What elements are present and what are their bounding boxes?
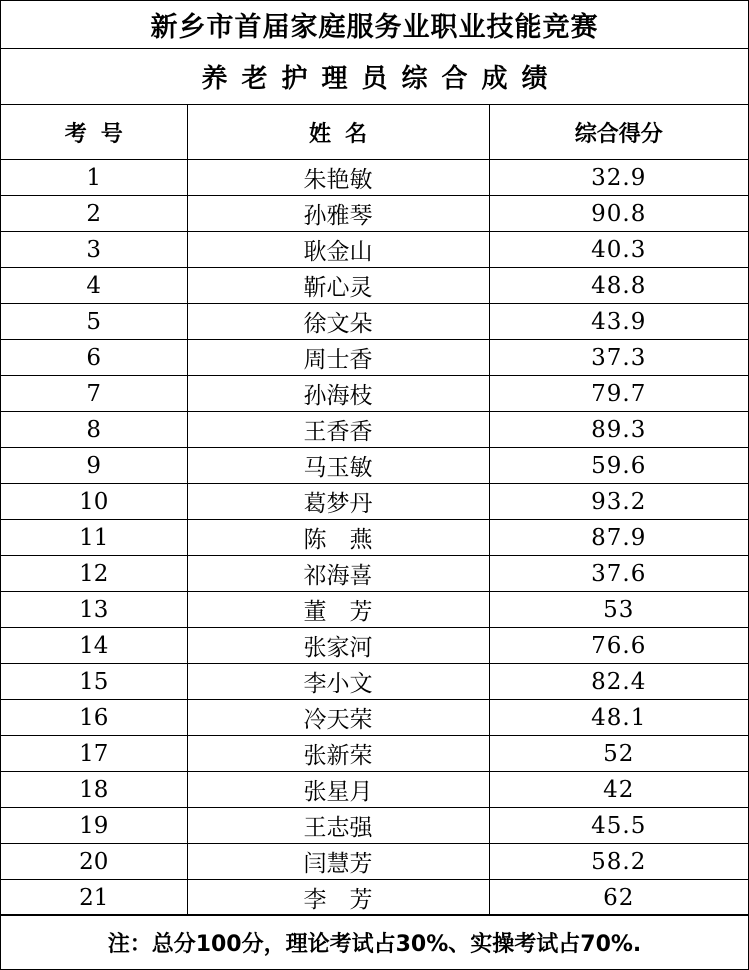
score-cell: 53 (489, 592, 748, 628)
score-cell: 79.7 (489, 376, 748, 412)
name-cell: 周士香 (187, 340, 489, 376)
exam-number-cell: 16 (1, 700, 187, 736)
exam-number-cell: 17 (1, 736, 187, 772)
score-cell: 58.2 (489, 844, 748, 880)
name-cell: 闫慧芳 (187, 844, 489, 880)
table-row (1, 556, 748, 592)
exam-number-cell: 3 (1, 232, 187, 268)
table-row (1, 412, 748, 448)
score-cell: 93.2 (489, 484, 748, 520)
name-cell: 王志强 (187, 808, 489, 844)
name-cell: 董 芳 (187, 592, 489, 628)
table-row (1, 196, 748, 232)
exam-number-cell: 12 (1, 556, 187, 592)
table-row (1, 160, 748, 196)
exam-number-cell: 13 (1, 592, 187, 628)
name-cell: 马玉敏 (187, 448, 489, 484)
score-table (1, 105, 748, 916)
exam-number-cell: 18 (1, 772, 187, 808)
exam-number-cell: 15 (1, 664, 187, 700)
header-total-score: 综合得分 (489, 105, 748, 160)
exam-number-cell: 2 (1, 196, 187, 232)
name-cell: 李小文 (187, 664, 489, 700)
score-cell: 37.6 (489, 556, 748, 592)
score-cell: 32.9 (489, 160, 748, 196)
exam-number-cell: 14 (1, 628, 187, 664)
score-cell: 76.6 (489, 628, 748, 664)
score-cell: 42 (489, 772, 748, 808)
score-cell: 43.9 (489, 304, 748, 340)
exam-number-cell: 21 (1, 880, 187, 916)
exam-number-cell: 11 (1, 520, 187, 556)
sheet-title: 新乡市首届家庭服务业职业技能竞赛 (1, 1, 748, 49)
name-cell: 陈 燕 (187, 520, 489, 556)
exam-number-cell: 8 (1, 412, 187, 448)
table-row (1, 808, 748, 844)
table-row (1, 376, 748, 412)
score-cell: 45.5 (489, 808, 748, 844)
score-cell: 89.3 (489, 412, 748, 448)
name-cell: 张家河 (187, 628, 489, 664)
exam-number-cell: 9 (1, 448, 187, 484)
score-cell: 48.1 (489, 700, 748, 736)
table-row (1, 880, 748, 916)
table-row (1, 268, 748, 304)
table-body (1, 160, 748, 916)
score-cell: 52 (489, 736, 748, 772)
score-cell: 40.3 (489, 232, 748, 268)
table-row (1, 448, 748, 484)
table-row (1, 844, 748, 880)
name-cell: 耿金山 (187, 232, 489, 268)
name-cell: 冷天荣 (187, 700, 489, 736)
exam-number-cell: 5 (1, 304, 187, 340)
score-cell: 37.3 (489, 340, 748, 376)
name-cell: 徐文朵 (187, 304, 489, 340)
exam-number-cell: 19 (1, 808, 187, 844)
exam-number-cell: 4 (1, 268, 187, 304)
table-row (1, 232, 748, 268)
exam-number-cell: 20 (1, 844, 187, 880)
name-cell: 孙海枝 (187, 376, 489, 412)
table-row (1, 700, 748, 736)
name-cell: 孙雅琴 (187, 196, 489, 232)
exam-number-cell: 6 (1, 340, 187, 376)
header-exam-number: 考号 (1, 105, 187, 160)
score-cell: 82.4 (489, 664, 748, 700)
table-row (1, 772, 748, 808)
name-cell: 张星月 (187, 772, 489, 808)
score-cell: 62 (489, 880, 748, 916)
name-cell: 张新荣 (187, 736, 489, 772)
table-row (1, 304, 748, 340)
name-cell: 靳心灵 (187, 268, 489, 304)
table-row (1, 340, 748, 376)
name-cell: 李 芳 (187, 880, 489, 916)
footer-note: 注：总分100分，理论考试占30%、实操考试占70%. (1, 914, 748, 969)
table-row (1, 736, 748, 772)
table-row (1, 664, 748, 700)
table-row (1, 520, 748, 556)
score-cell: 87.9 (489, 520, 748, 556)
score-cell: 59.6 (489, 448, 748, 484)
exam-number-cell: 10 (1, 484, 187, 520)
exam-number-cell: 1 (1, 160, 187, 196)
name-cell: 朱艳敏 (187, 160, 489, 196)
name-cell: 祁海喜 (187, 556, 489, 592)
table-header-row (1, 105, 748, 160)
score-cell: 90.8 (489, 196, 748, 232)
sheet-subtitle: 养老护理员综合成绩 (1, 49, 748, 105)
score-cell: 48.8 (489, 268, 748, 304)
table-row (1, 484, 748, 520)
name-cell: 王香香 (187, 412, 489, 448)
table-row (1, 628, 748, 664)
exam-number-cell: 7 (1, 376, 187, 412)
name-cell: 葛梦丹 (187, 484, 489, 520)
header-name: 姓名 (187, 105, 489, 160)
table-row (1, 592, 748, 628)
